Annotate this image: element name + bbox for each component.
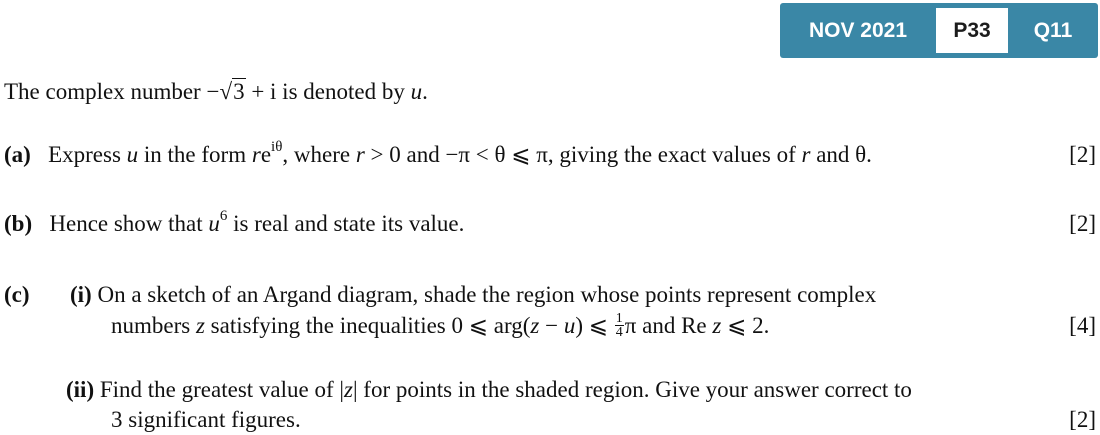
question-number: Q11	[1033, 18, 1073, 42]
part-b-marks: [2]	[1069, 211, 1096, 236]
part-a: (a) Express u in the form $re^{i\theta}$, where r > 0 and −π < θ ⩽ π, giving the exact values of r and θ.	[4, 139, 872, 167]
fraction-quarter: $\frac{1}{4}$	[615, 311, 623, 341]
paper-code: P33	[936, 8, 1008, 53]
part-c-label: (c)	[4, 282, 30, 307]
part-c-ii-line2: 3 significant figures.	[111, 407, 301, 432]
part-b: (b) Hence show that $u^6$ is real and state its value.	[4, 208, 465, 236]
part-c-ii-label: (ii)	[66, 377, 95, 402]
part-a-marks: [2]	[1069, 142, 1096, 167]
intro-text: The complex number −	[4, 79, 220, 104]
part-c-ii-line1: (ii) Find the greatest value of |z| for points in the shaded region. Give your answer correct to	[66, 377, 912, 402]
sqrt-symbol: √3	[219, 79, 245, 104]
part-b-label: (b)	[4, 211, 33, 236]
part-c-i-line2: numbers z satisfying the inequalities 0 ⩽ arg(z − u) ⩽ $\frac{1}{4}$ π and Re z ⩽ 2.	[111, 311, 770, 341]
part-c-ii-marks: [2]	[1069, 407, 1096, 432]
question-badge	[780, 3, 1098, 58]
part-c-i-label: (i)	[70, 282, 92, 307]
part-c-i-line1: (i) On a sketch of an Argand diagram, shade the region whose points represent complex	[70, 282, 877, 307]
exam-session: NOV 2021	[808, 18, 908, 42]
part-c-i-marks: [4]	[1069, 313, 1096, 338]
part-a-label: (a)	[4, 142, 31, 167]
question-intro: The complex number −√3 + i is denoted by u.	[4, 79, 428, 104]
